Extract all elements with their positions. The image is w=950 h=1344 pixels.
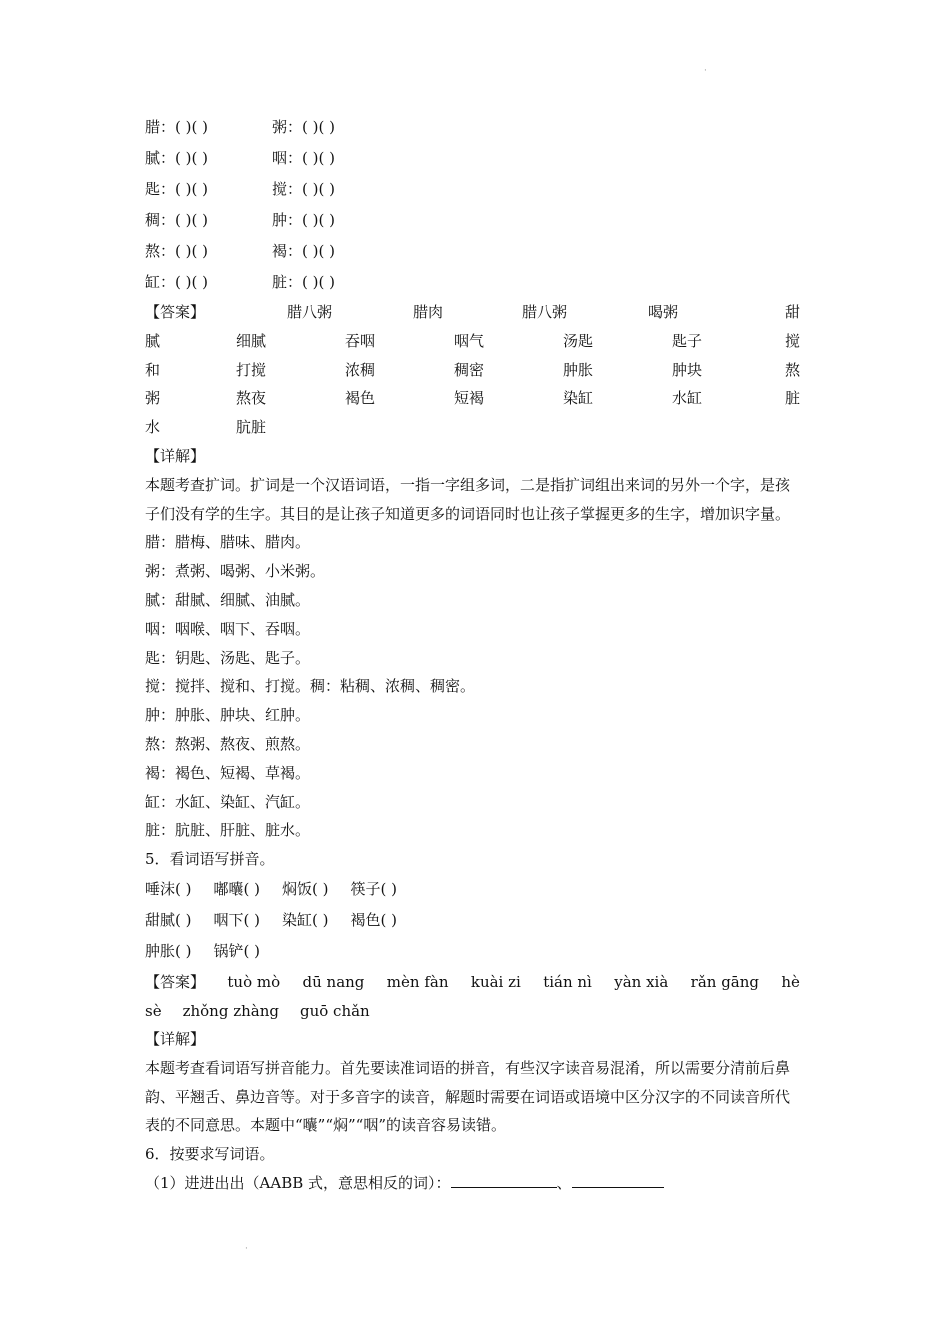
q4-answer-row [145,384,800,413]
pinyin-answer: mèn fàn [386,972,449,991]
q5-word-rows [145,874,800,967]
answer-label: 【答案】 [145,303,206,321]
q4-item: 褐：( )( ) [272,242,335,260]
q6-separator: 、 [556,1173,572,1192]
pinyin-answer: zhǒng zhàng [182,1001,279,1020]
q4-row [145,236,800,267]
content [145,112,800,1198]
q4-item: 粥：( )( ) [272,118,335,136]
q4-row [145,205,800,236]
answer-word: 熬夜 [236,389,267,408]
q6-blank-2[interactable] [572,1172,664,1188]
answer-word: 打搅 [236,360,267,379]
answer-word: 肮脏 [236,418,267,437]
pinyin-answer: rǎn gāng [690,972,760,991]
header-mark: · [704,66,707,76]
pinyin-answer: tuò mò [227,972,281,991]
footer-mark: · [245,1244,248,1254]
q4-item: 熬：( )( ) [145,242,208,260]
answer-word: 水缸 [672,389,703,408]
answer-word: 匙子 [672,331,703,350]
q6-blank-1[interactable] [451,1172,557,1188]
q4-answer-row [145,298,800,327]
q5-detail-text: 本题考查看词语写拼音能力。首先要读准词语的拼音，有些汉字读音易混淆，所以需要分清前后鼻韵、平翘舌、鼻边音等。对于多音字的读音，解题时需要在词语或语境中区分汉字的不同读音所代表的不同意思。本题中“囔”“焖”“咽”的读音容易读错。 [145,1058,791,1135]
answer-word: 搅 [784,331,800,350]
answer-word: 吞咽 [345,331,376,350]
q4-item: 脏：( )( ) [272,273,335,291]
answer-word: 肿胀 [563,360,594,379]
q5-item: 甜腻( ) [145,910,192,929]
answer-word: 浓稠 [345,360,376,379]
answer-word: 腊八粥 [287,303,333,321]
q5-row [145,874,800,905]
q6-item-1 [145,1169,800,1198]
q4-item: 咽：( )( ) [272,149,335,167]
q4-item: 稠：( )( ) [145,211,208,229]
pinyin-answer: hè [781,972,800,991]
answer-word: 水 [145,418,161,437]
q5-item: 锅铲( ) [213,941,260,960]
q4-item: 腻：( )( ) [145,149,208,167]
answer-word: 甜 [784,303,800,321]
q4-item: 缸：( )( ) [145,273,208,291]
q4-item: 肿：( )( ) [272,211,335,229]
q5-detail-label: 【详解】 [145,1029,206,1048]
detail-item: 搅：搅拌、搅和、打搅。稠：粘稠、浓稠、稠密。 [145,677,476,696]
q4-answer-row [145,356,800,385]
answer-word: 褐色 [345,389,376,408]
detail-item: 肿：肿胀、肿块、红肿。 [145,706,311,725]
q5-item: 唾沫( ) [145,879,192,898]
q6-title: 6．按要求写词语。 [145,1145,275,1164]
q5-item: 筷子( ) [350,879,397,898]
q4-word-rows [145,112,800,298]
detail-item: 腻：甜腻、细腻、油腻。 [145,590,311,609]
q4-answer-row [145,327,800,356]
answer-label: 【答案】 [145,972,206,991]
pinyin-answer: yàn xià [614,972,669,991]
detail-item: 粥：煮粥、喝粥、小米粥。 [145,562,326,581]
q4-item: 匙：( )( ) [145,180,208,198]
q5-row [145,936,800,967]
answer-word: 稠密 [454,360,485,379]
q5-item: 嘟囔( ) [213,879,260,898]
answer-word: 粥 [145,389,161,408]
answer-word: 细腻 [236,331,267,350]
answer-word: 短褐 [454,389,485,408]
q4-answer [145,298,800,442]
q5-item: 染缸( ) [281,910,329,929]
pinyin-answer: tián nì [543,972,592,991]
answer-word: 喝粥 [648,303,679,321]
pinyin-answer: dū nang [302,972,365,991]
q6-item-1-text: （1）进进出出（AABB 式，意思相反的词）： [145,1173,451,1192]
answer-word: 染缸 [563,389,594,408]
q4-detail-text: 本题考查扩词。扩词是一个汉语词语，一指一字组多词，二是指扩词组出来词的另外一个字，是孩子们没有学的生字。其目的是让孩子知道更多的词语同时也让孩子掌握更多的生字，增加识字量。 [145,475,791,523]
q5-item: 肿胀( ) [145,941,192,960]
q4-row [145,174,800,205]
pinyin-answer: sè [145,1001,162,1020]
q5-answer [145,967,800,1025]
q4-row [145,267,800,298]
q4-answer-row [145,413,800,442]
q4-detail-items [145,528,800,845]
detail-item: 脏：肮脏、肝脏、脏水。 [145,821,311,840]
detail-item: 褐：褐色、短褐、草褐。 [145,763,311,782]
q4-item: 搅：( )( ) [272,180,335,198]
answer-word: 腊肉 [413,303,444,321]
answer-word: 腻 [145,331,161,350]
answer-word: 脏 [784,389,800,408]
q4-row [145,143,800,174]
pinyin-answer: kuài zi [470,972,521,991]
detail-item: 熬：熬粥、熬夜、煎熬。 [145,734,311,753]
answer-word: 和 [145,360,161,379]
answer-word: 熬 [784,360,800,379]
q5-answer-row [145,967,800,997]
q5-title: 5．看词语写拼音。 [145,850,275,869]
pinyin-answer: guō chǎn [299,1001,370,1020]
answer-word: 汤匙 [563,331,594,350]
q5-row [145,905,800,936]
q5-answer-row [145,997,800,1025]
answer-word: 咽气 [454,331,485,350]
q4-row [145,112,800,143]
q4-detail-label: 【详解】 [145,446,206,465]
answer-word: 腊八粥 [522,303,568,321]
detail-item: 腊：腊梅、腊味、腊肉。 [145,533,311,552]
detail-item: 缸：水缸、染缸、汽缸。 [145,792,311,811]
detail-item: 咽：咽喉、咽下、吞咽。 [145,619,311,638]
q5-item: 焖饭( ) [281,879,329,898]
q5-item: 咽下( ) [213,910,260,929]
answer-word: 肿块 [672,360,703,379]
q4-item: 腊：( )( ) [145,118,208,136]
detail-item: 匙：钥匙、汤匙、匙子。 [145,648,311,667]
q5-item: 褐色( ) [350,910,397,929]
